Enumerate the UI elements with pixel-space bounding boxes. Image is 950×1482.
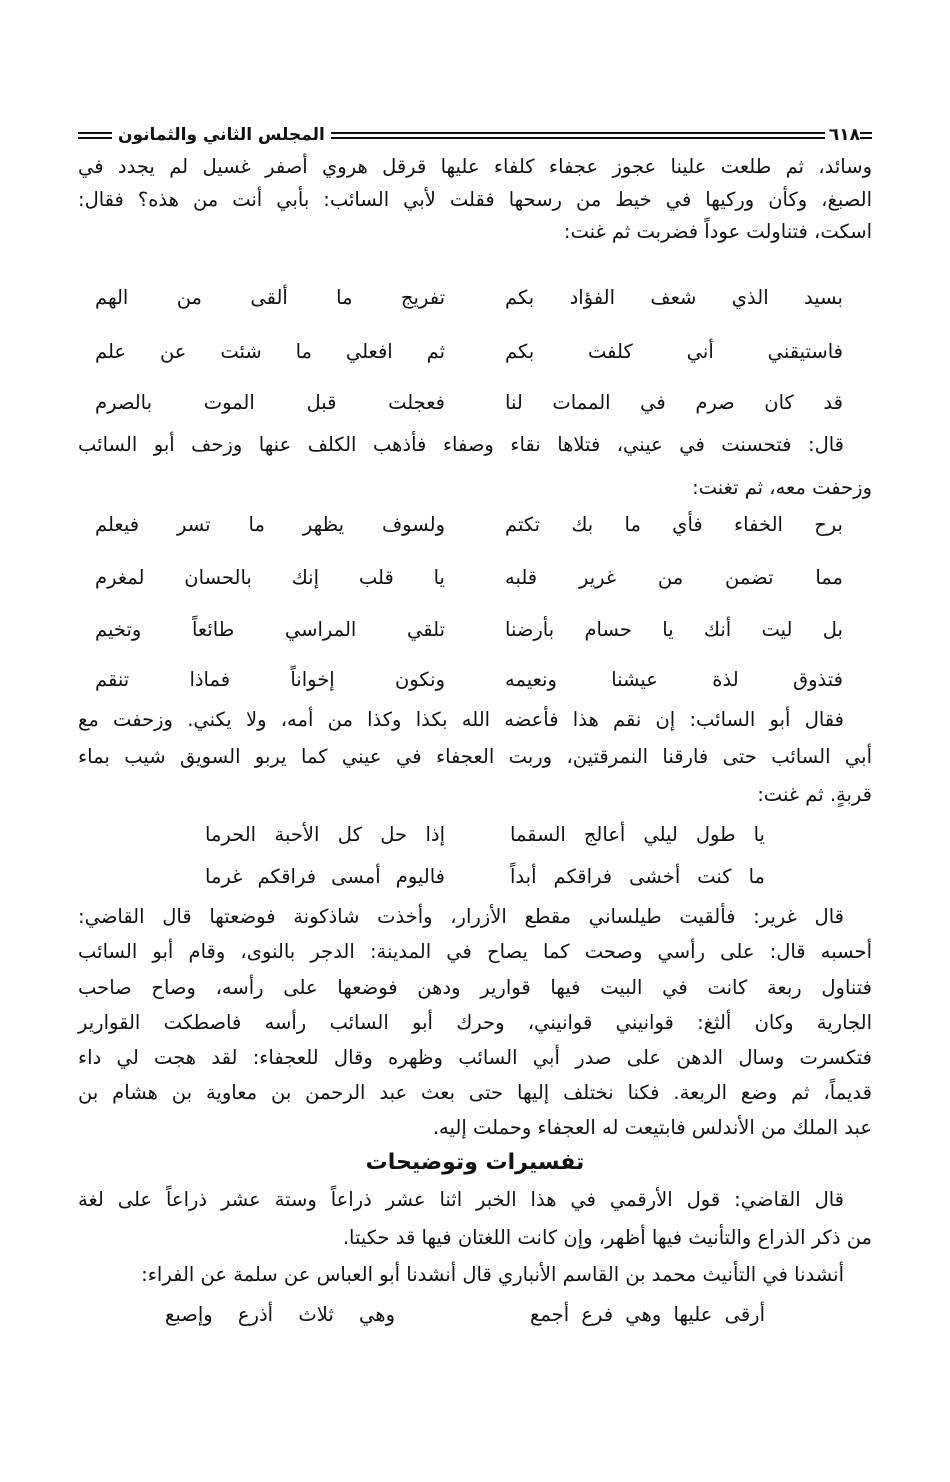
verse-line: [78, 860, 872, 894]
verse-line: [78, 386, 872, 420]
running-header: [78, 122, 872, 148]
text-line: قال غرير: فألقيت طيلساني مقطع الأزرار، وأخذت شاذكونة فوضعتها قال القاضي:: [78, 905, 844, 928]
first-hemistich: فاستيقني أني كلفت بكم: [505, 340, 843, 363]
text-line: من ذكر الذراع والتأنيث فيها أظهر، وإن كانت اللغتان فيها قد حكيتا.: [342, 1226, 872, 1249]
first-hemistich: يا طول ليلي أعالج السقما: [510, 823, 765, 846]
second-hemistich: فاليوم أمسى فراقكم غرما: [205, 865, 445, 888]
verse-line: [78, 1298, 872, 1332]
text-line: أحسبه قال: على رأسي وصحت كما يصاح في المدينة: الدجر بالنوى، وقام أبو السائب: [78, 940, 872, 963]
verse-line: [78, 818, 872, 852]
first-hemistich: برح الخفاء فأي ما بك تكتم: [505, 513, 843, 536]
chapter-title: المجلس الثاني والثمانون: [118, 125, 325, 145]
text-line: وسائد، ثم طلعت علينا عجوز عجفاء كلفاء عليها قرقل هروي أصفر غسيل لم يجدد في: [78, 155, 872, 178]
second-hemistich: وهي ثلاث أذرع وإصبع: [165, 1303, 395, 1326]
first-hemistich: مما تضمن من غرير قلبه: [505, 566, 843, 589]
text-line: فقال أبو السائب: إن نقم هذا فأعضه الله بكذا وكذا من أمه، ولا يكني. وزحفت مع: [78, 708, 844, 731]
first-hemistich: بل ليت أنك يا حسام بأرضنا: [505, 618, 843, 641]
text-line: الصبغ، وكأن وركيها في خيط من رسحها فقلت لأبي السائب: بأبي أنت من هذه؟ فقال:: [78, 188, 872, 211]
second-hemistich: يا قلب إنك بالحسان لمغرم: [95, 566, 445, 589]
page-number: ٦١٨: [828, 125, 860, 145]
first-hemistich: قد كان صرم في الممات لنا: [505, 391, 843, 414]
header-rule: [860, 132, 872, 139]
second-hemistich: ونكون إخواناً فماذا تنقم: [95, 668, 445, 691]
second-hemistich: إذا حل كل الأحبة الحرما: [205, 823, 445, 846]
verse-line: [78, 335, 872, 369]
first-hemistich: أرقى عليها وهي فرع أجمع: [530, 1303, 765, 1326]
text-line: عبد الملك من الأندلس فابتيعت له العجفاء وحملت إليه.: [432, 1116, 872, 1139]
text-line: أبي السائب حتى فارقنا النمرقتين، وربت العجفاء في عيني كما يربو السويق شيب بماء: [78, 745, 872, 768]
second-hemistich: تلقي المراسي طائعاً وتخيم: [95, 618, 445, 641]
text-line: قال القاضي: قول الأرقمي في هذا الخبر اثنا عشر ذراعاً وستة عشر ذراعاً على لغة: [78, 1188, 844, 1211]
verse-line: [78, 508, 872, 542]
text-line: الجارية وكان ألثغ: قوانيني قوانيني، وحرك أبو السائب رأسه فاصطكت القوارير: [78, 1011, 872, 1034]
first-hemistich: فتذوق لذة عيشنا ونعيمه: [505, 668, 843, 691]
section-heading: تفسيرات وتوضيحات: [365, 1150, 585, 1175]
header-rule: [331, 132, 825, 139]
text-line: قال: فتحسنت في عيني، فتلاها نقاء وصفاء فأذهب الكلف عنها وزحف أبو السائب: [78, 433, 844, 456]
second-hemistich: تفريج ما ألقى من الهم: [95, 286, 445, 309]
header-rule: [78, 132, 112, 139]
verse-line: [78, 663, 872, 697]
second-hemistich: ولسوف يظهر ما تسر فيعلم: [95, 513, 445, 536]
text-line: قديماً، ثم وضع الربعة. فكنا نختلف إليها حتى بعث عبد الرحمن بن معاوية بن هشام بن: [78, 1081, 872, 1104]
first-hemistich: ما كنت أخشى فراقكم أبداً: [510, 865, 765, 888]
text-line: وزحفت معه، ثم تغنت:: [692, 476, 872, 499]
second-hemistich: فعجلت قبل الموت بالصرم: [95, 391, 445, 414]
first-hemistich: بسيد الذي شعف الفؤاد بكم: [505, 286, 843, 309]
text-line: فتناول ربعة كانت في البيت فيها قوارير ودهن فوضعها على رأسه، وصاح صاحب: [78, 976, 872, 999]
second-hemistich: ثم افعلي ما شئت عن علم: [95, 340, 445, 363]
verse-line: [78, 281, 872, 315]
verse-line: [78, 613, 872, 647]
text-line: اسكت، فتناولت عوداً فضربت ثم غنت:: [563, 220, 872, 243]
text-line: قربةٍ. ثم غنت:: [757, 783, 872, 806]
text-line: أنشدنا في التأنيث محمد بن القاسم الأنباري قال أنشدنا أبو العباس عن سلمة عن الفراء:: [141, 1263, 844, 1286]
text-line: فتكسرت وسال الدهن على صدر أبي السائب وظهره وقال للعجفاء: لقد هجت لي داء: [78, 1046, 872, 1069]
verse-line: [78, 561, 872, 595]
